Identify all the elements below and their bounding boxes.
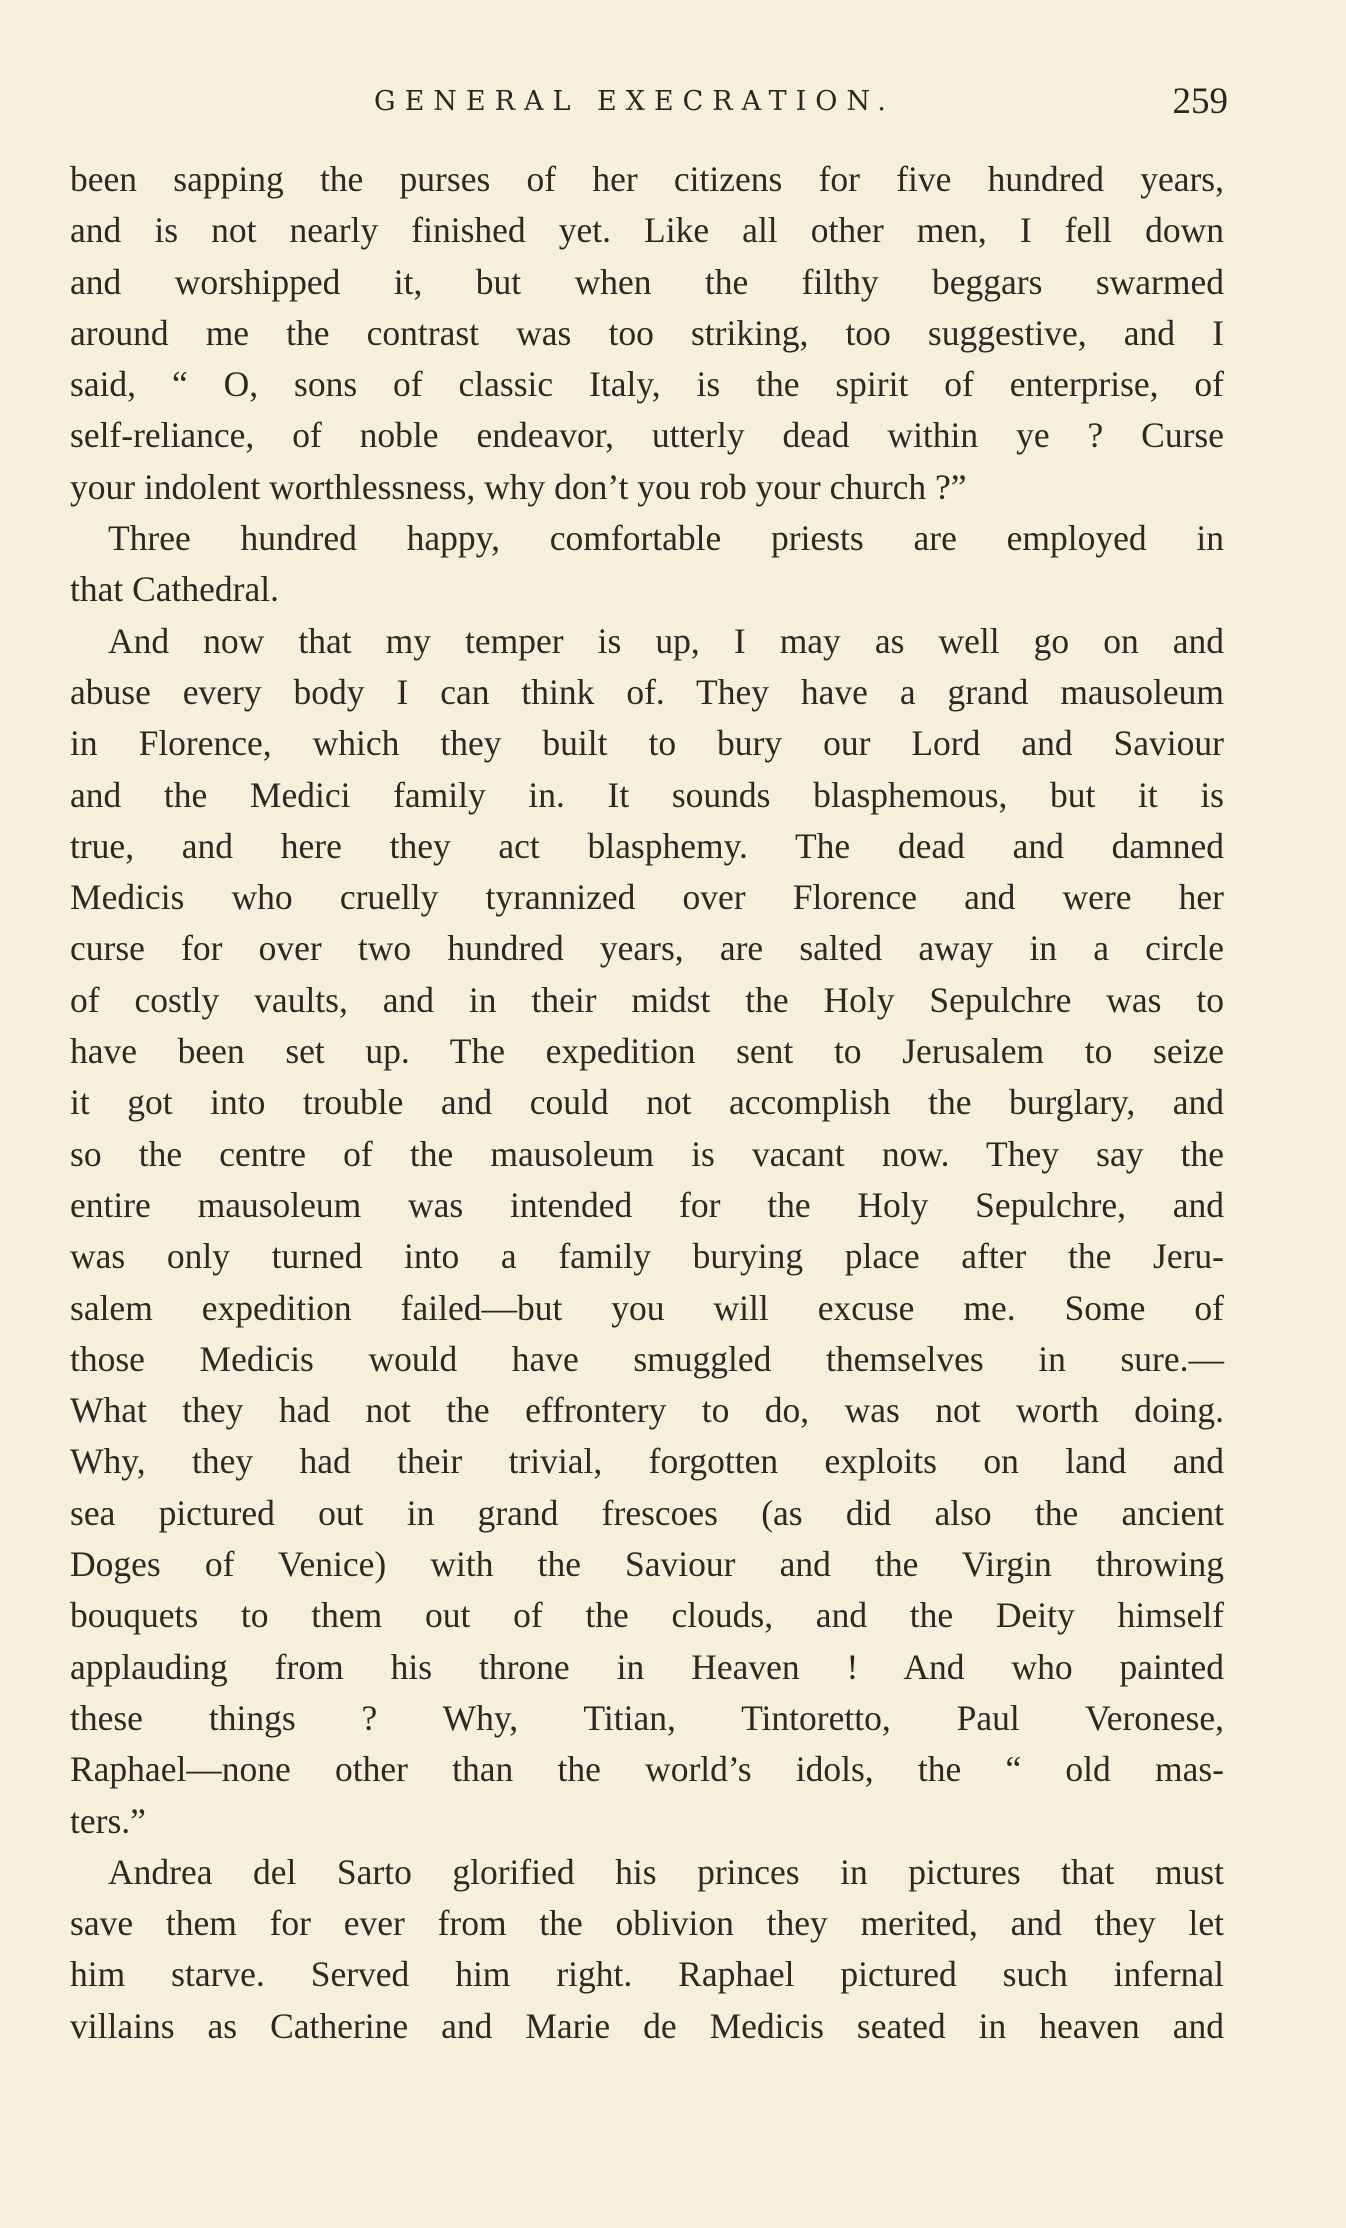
text-line: salem expedition failed—but you will excuse me. Some of — [70, 1287, 1224, 1328]
text-line: him starve. Served him right. Raphael pictured such infernal — [70, 1954, 1224, 1995]
text-line: entire mausoleum was intended for the Holy Sepulchre, and — [70, 1184, 1224, 1225]
text-line: those Medicis would have smuggled themselves in sure.— — [70, 1338, 1224, 1379]
text-line: self-reliance, of noble endeavor, utterly dead within ye ? Curse — [70, 415, 1224, 456]
text-line: What they had not the effrontery to do, was not worth doing. — [70, 1390, 1224, 1431]
text-line: was only turned into a family burying place after the Jeru- — [70, 1236, 1224, 1277]
text-line: Medicis who cruelly tyrannized over Florence and were her — [70, 877, 1224, 918]
text-line: been sapping the purses of her citizens for five hundred years, — [70, 159, 1224, 199]
running-head — [68, 78, 1228, 126]
text-line: bouquets to them out of the clouds, and the Deity himself — [70, 1595, 1224, 1636]
text-line: applauding from his throne in Heaven ! And who painted — [70, 1646, 1224, 1687]
text-line: and worshipped it, but when the filthy beggars swarmed — [70, 261, 1224, 302]
body-text — [70, 154, 1224, 2052]
text-line: your indolent worthlessness, why don’t you rob your church ?” — [70, 466, 967, 507]
text-line: And now that my temper is up, I may as well go on and — [108, 620, 1224, 661]
running-title: GENERAL EXECRATION. — [374, 86, 895, 117]
text-line: Doges of Venice) with the Saviour and the Virgin throwing — [70, 1544, 1224, 1585]
text-line: save them for ever from the oblivion they merited, and they let — [70, 1903, 1224, 1944]
text-line: Raphael—none other than the world’s idols, the “ old mas- — [70, 1749, 1224, 1790]
text-line: abuse every body I can think of. They have a grand mausoleum — [70, 671, 1224, 712]
page-number: 259 — [1172, 81, 1228, 122]
text-line: that Cathedral. — [70, 569, 279, 610]
text-line: have been set up. The expedition sent to Jerusalem to seize — [70, 1031, 1224, 1072]
text-line: around me the contrast was too striking, too suggestive, and I — [70, 312, 1224, 353]
text-line: and is not nearly finished yet. Like all other men, I fell down — [70, 210, 1224, 251]
text-line: these things ? Why, Titian, Tintoretto, Paul Veronese, — [70, 1697, 1224, 1738]
text-line: Why, they had their trivial, forgotten exploits on land and — [70, 1441, 1224, 1482]
text-line: so the centre of the mausoleum is vacant now. They say the — [70, 1133, 1224, 1174]
text-line: Three hundred happy, comfortable priests are employed in — [108, 518, 1224, 559]
text-line: true, and here they act blasphemy. The dead and damned — [70, 825, 1224, 866]
text-line: of costly vaults, and in their midst the Holy Sepulchre was to — [70, 979, 1224, 1020]
text-line: curse for over two hundred years, are salted away in a circle — [70, 928, 1224, 969]
text-line: villains as Catherine and Marie de Medicis seated in heaven and — [70, 2005, 1224, 2046]
text-line: said, “ O, sons of classic Italy, is the spirit of enterprise, of — [70, 364, 1224, 405]
text-line: Andrea del Sarto glorified his princes in pictures that must — [108, 1851, 1224, 1892]
text-line: sea pictured out in grand frescoes (as did also the ancient — [70, 1492, 1224, 1533]
text-line: and the Medici family in. It sounds blasphemous, but it is — [70, 774, 1224, 815]
text-line: in Florence, which they built to bury our Lord and Saviour — [70, 723, 1224, 764]
text-line: it got into trouble and could not accomplish the burglary, and — [70, 1082, 1224, 1123]
text-line: ters.” — [70, 1800, 146, 1841]
